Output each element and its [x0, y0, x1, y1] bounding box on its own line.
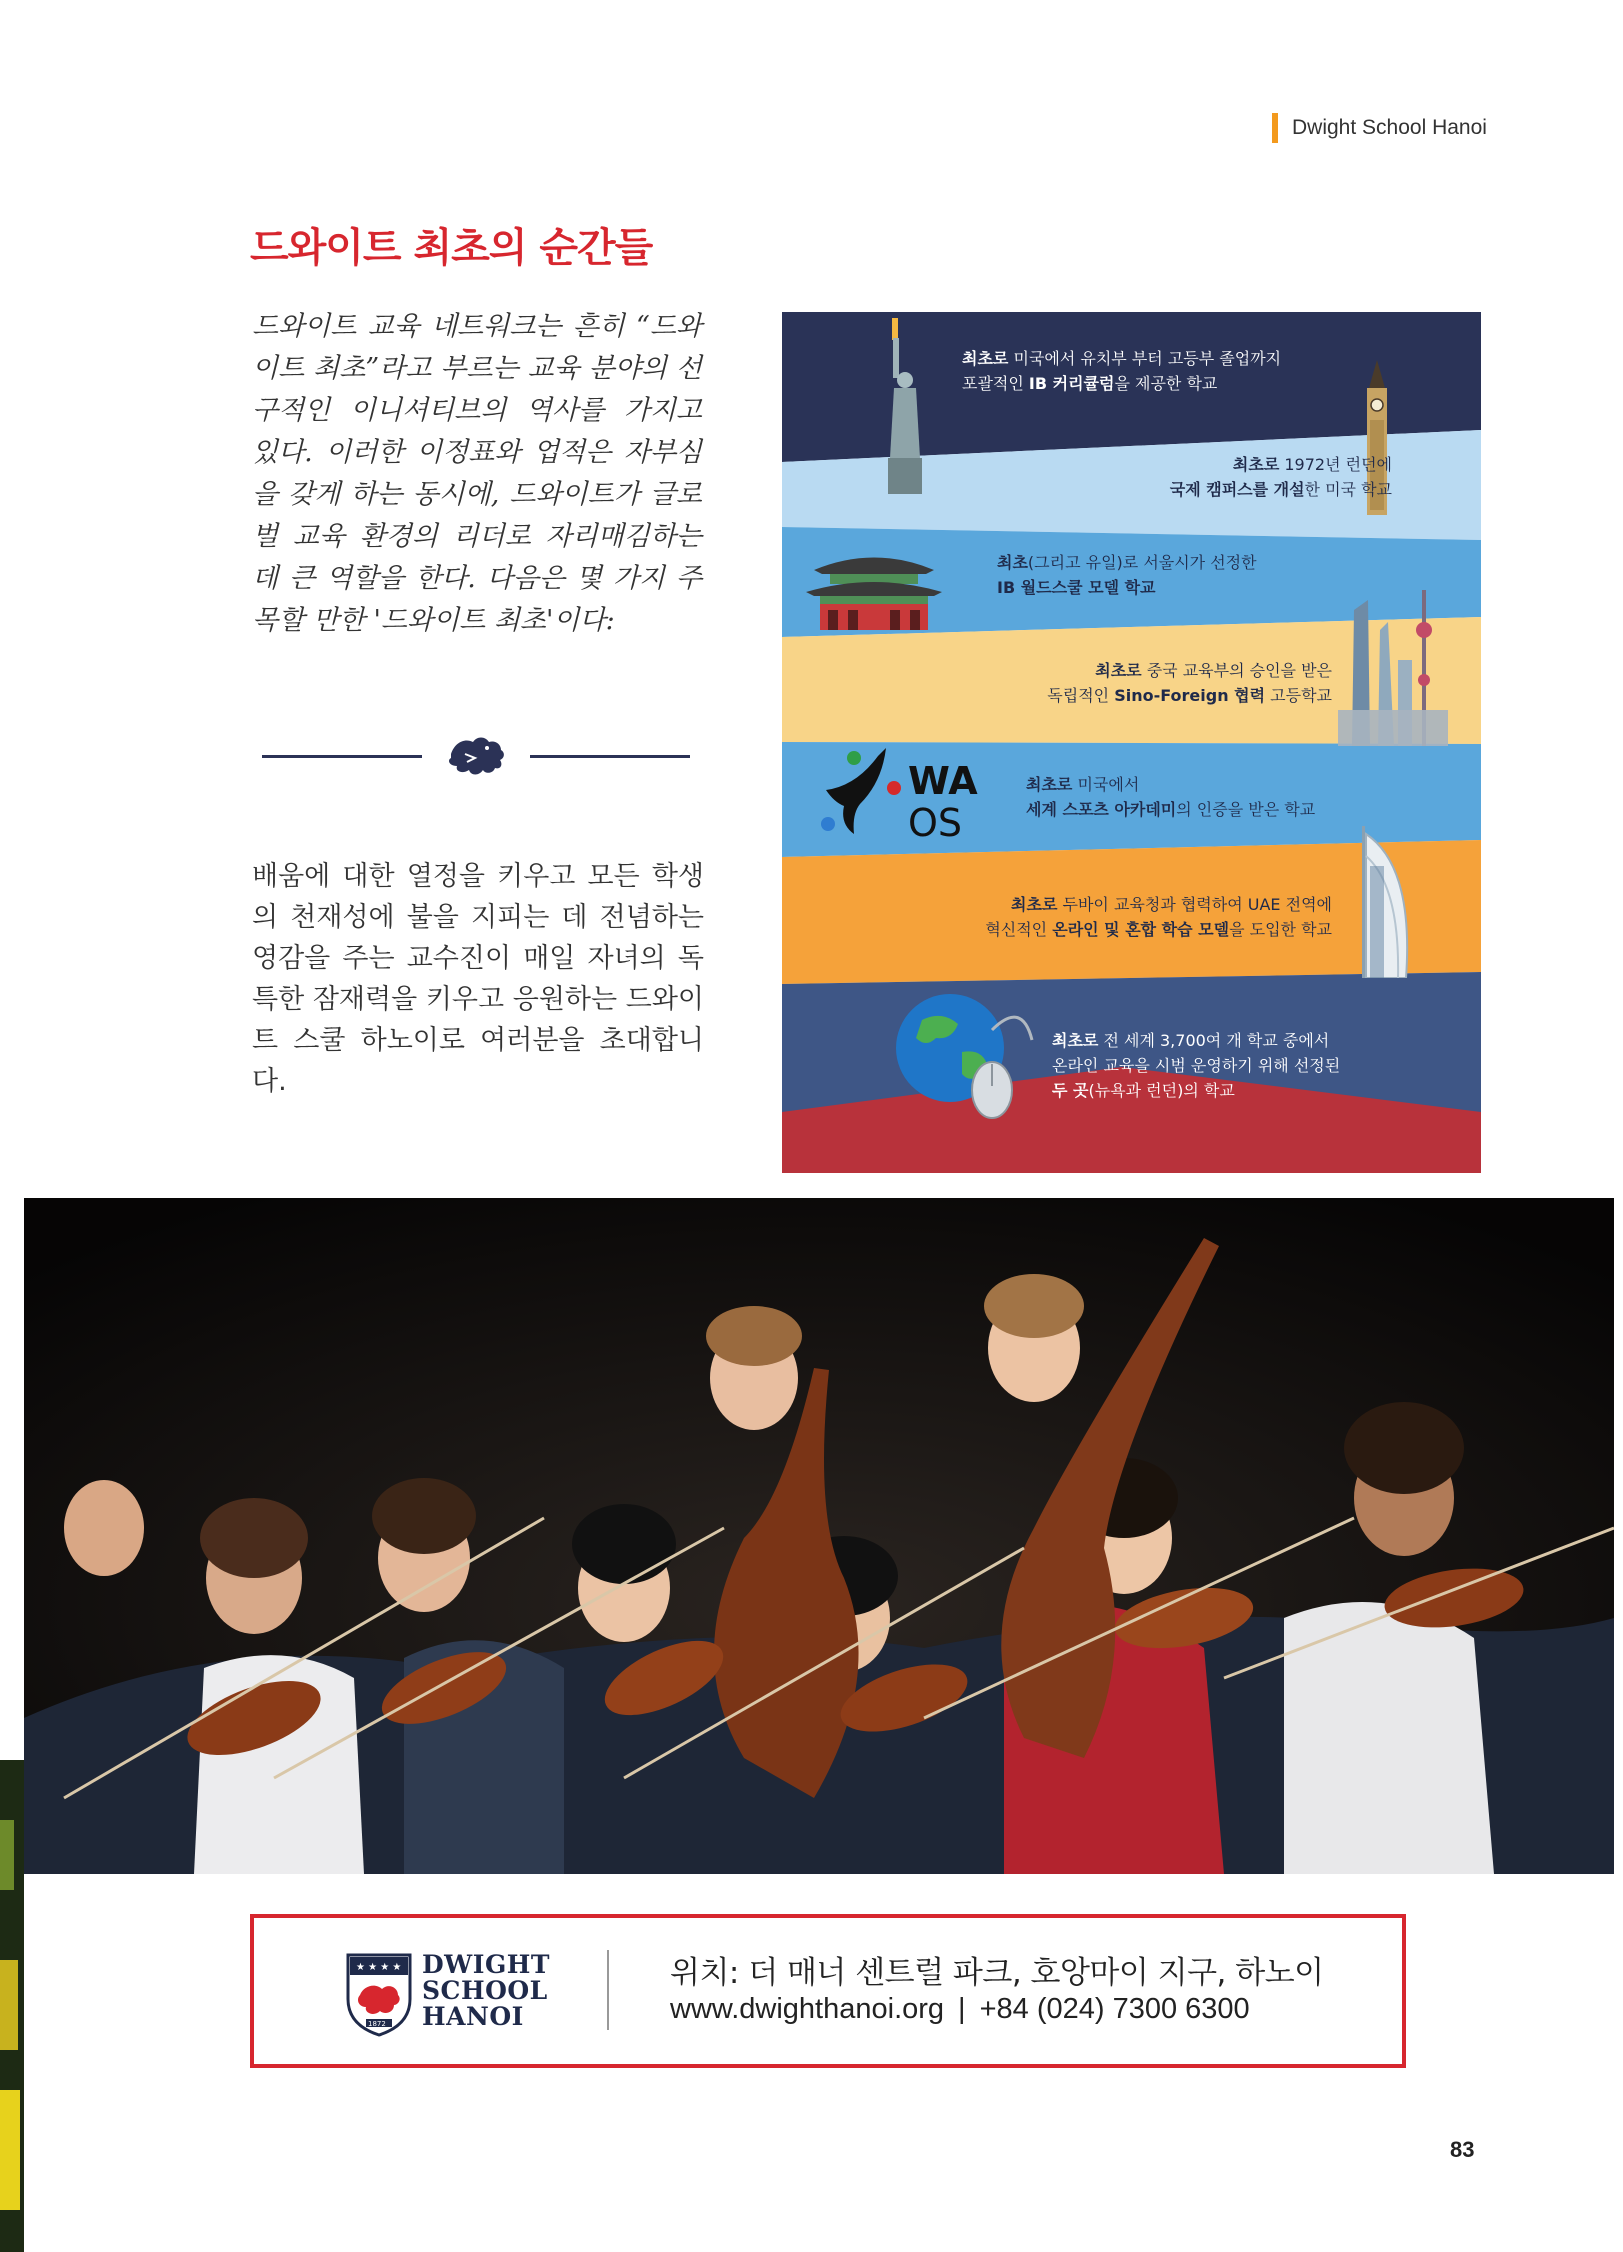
- dwight-crest-icon: [346, 1953, 412, 2037]
- page-number: 83: [1450, 2137, 1475, 2162]
- first-item-ib-curriculum: [962, 346, 1382, 396]
- website-link[interactable]: www.dwighthanoi.org: [670, 1993, 945, 2025]
- contact-divider: |: [958, 1993, 966, 2025]
- infographic-line: [1052, 1028, 1432, 1053]
- edge-photo-strip: [0, 1760, 24, 2252]
- infographic-text: 온라인 교육을 시범 운영하기 위해 선정된: [1052, 1056, 1341, 1075]
- student-orchestra-photo: [24, 1198, 1614, 1874]
- shanghai-skyline-icon: [1338, 590, 1448, 746]
- contact-line: [670, 1993, 1250, 2026]
- first-item-sino-foreign: [962, 658, 1332, 708]
- infographic-bold-text: 최초로: [1026, 775, 1073, 794]
- infographic-text: (뉴욕과 런던)의 학교: [1088, 1081, 1235, 1100]
- infographic-text: 의 인증을 받은 학교: [1176, 800, 1316, 819]
- infographic-bold-text: 최초로: [1052, 1031, 1099, 1050]
- infographic-text: 을 제공한 학교: [1114, 374, 1218, 393]
- infographic-line: [962, 371, 1382, 396]
- dwight-firsts-infographic: [782, 312, 1481, 1173]
- infographic-bold-text: IB 커리큘럼: [1028, 374, 1115, 393]
- infographic-bold-text: IB 월드스쿨 모델 학교: [997, 578, 1156, 597]
- infographic-text: 1972년 런던에: [1279, 455, 1392, 474]
- infographic-line: [1026, 772, 1386, 797]
- burj-al-arab-icon: [1348, 826, 1418, 978]
- infographic-bold-text: 세계 스포츠 아카데미: [1026, 800, 1177, 819]
- infographic-line: [1026, 797, 1386, 822]
- globe-mouse-icon: [892, 990, 1042, 1120]
- infographic-text: 중국 교육부의 승인을 받은: [1141, 661, 1332, 680]
- infographic-line: [962, 346, 1382, 371]
- infographic-line: [1082, 477, 1392, 502]
- divider-left: [262, 755, 422, 758]
- running-header: Dwight School Hanoi: [1292, 116, 1487, 139]
- korean-palace-icon: [804, 540, 944, 630]
- header-accent-bar: [1272, 113, 1278, 143]
- waos-logo-icon: [816, 742, 996, 846]
- infographic-bold-text: 최초로: [1011, 895, 1058, 914]
- first-item-online-pilot: [1052, 1028, 1432, 1103]
- infographic-bold-text: 최초로: [1232, 455, 1280, 474]
- infographic-line: [882, 892, 1332, 917]
- school-name-line-3: HANOI: [422, 2002, 524, 2031]
- first-item-seoul-ib-school: [997, 550, 1317, 600]
- infographic-bold-text: Sino-Foreign 협력: [1114, 686, 1266, 705]
- infographic-line: [1082, 452, 1392, 477]
- infographic-text: 전 세계 3,700여 개 학교 중에서: [1098, 1031, 1330, 1050]
- infographic-line: [997, 575, 1317, 600]
- infographic-text: 독립적인: [1047, 686, 1115, 705]
- orchestra-illustration: [24, 1198, 1614, 1874]
- infographic-text: 을 도입한 학교: [1229, 920, 1332, 939]
- lion-icon: [445, 732, 507, 780]
- address-text: 위치: 더 매너 센트럴 파크, 호앙마이 지구, 하노이: [670, 1955, 1324, 1991]
- school-name-line-2: SCHOOL: [422, 1976, 548, 2005]
- infographic-line: [997, 550, 1317, 575]
- infographic-bold-text: 국제 캠퍼스를 개설: [1169, 480, 1305, 499]
- svg-text:★ ★ ★ ★: ★ ★ ★ ★: [356, 1962, 402, 1973]
- infographic-text: 혁신적인: [985, 920, 1053, 939]
- infographic-bold-text: 두 곳: [1052, 1081, 1089, 1100]
- divider-right: [530, 755, 690, 758]
- infographic-text: 미국에서 유치부 부터 고등부 졸업까지: [1008, 349, 1282, 368]
- welcome-paragraph: 배움에 대한 열정을 키우고 모든 학생의 천재성에 불을 지피는 데 전념하는 영감을 주는 교수진이 매일 자녀의 독특한 잠재력을 키우고 응원하는 드와이트 스쿨 하노이로 여러분을 초대합니다.: [252, 861, 704, 1097]
- infographic-text: 한 미국 학교: [1304, 480, 1392, 499]
- infographic-bold-text: 최초로: [1095, 661, 1142, 680]
- infographic-bold-text: 최초로: [962, 349, 1009, 368]
- infographic-text: 포괄적인: [962, 374, 1029, 393]
- infographic-bold-text: 최초: [997, 553, 1028, 572]
- statue-of-liberty-icon: [880, 318, 930, 494]
- crest-year: 1872: [368, 2020, 386, 2028]
- first-item-uae-online-learning: [882, 892, 1332, 942]
- infographic-text: (그리고 유일)로 서울시가 선정한: [1027, 553, 1257, 572]
- waos-logo-top: WA: [908, 759, 978, 803]
- infographic-line: [962, 683, 1332, 708]
- infographic-line: [1052, 1053, 1432, 1078]
- infographic-line: [1052, 1078, 1432, 1103]
- intro-paragraph: 드와이트 교육 네트워크는 흔히 “드와이트 최초”라고 부르는 교육 분야의 선구적인 이니셔티브의 역사를 가지고 있다. 이러한 이정표와 업적은 자부심을 갖게 하는 동시에, 드와이트가 글로벌 교육 환경의 리더로 자리매김하는 데 큰 역할을 한다. 다음은 몇 가지 주목할 만한 '드와이트 최초'이다:: [252, 311, 702, 636]
- school-name-line-1: DWIGHT: [422, 1950, 551, 1979]
- infographic-bold-text: 온라인 및 혼합 학습 모델: [1052, 920, 1230, 939]
- phone-number[interactable]: +84 (024) 7300 6300: [979, 1993, 1250, 2025]
- first-item-london-campus: [1082, 452, 1392, 502]
- footer-separator: [607, 1950, 609, 2030]
- page-title: 드와이트 최초의 순간들: [250, 225, 653, 271]
- infographic-text: 두바이 교육청과 협력하여 UAE 전역에: [1057, 895, 1332, 914]
- infographic-line: [882, 917, 1332, 942]
- infographic-text: 미국에서: [1072, 775, 1140, 794]
- waos-logo-bottom: OS: [908, 801, 963, 845]
- infographic-text: 고등학교: [1265, 686, 1332, 705]
- infographic-line: [962, 658, 1332, 683]
- first-item-world-sports-academy: [1026, 772, 1386, 822]
